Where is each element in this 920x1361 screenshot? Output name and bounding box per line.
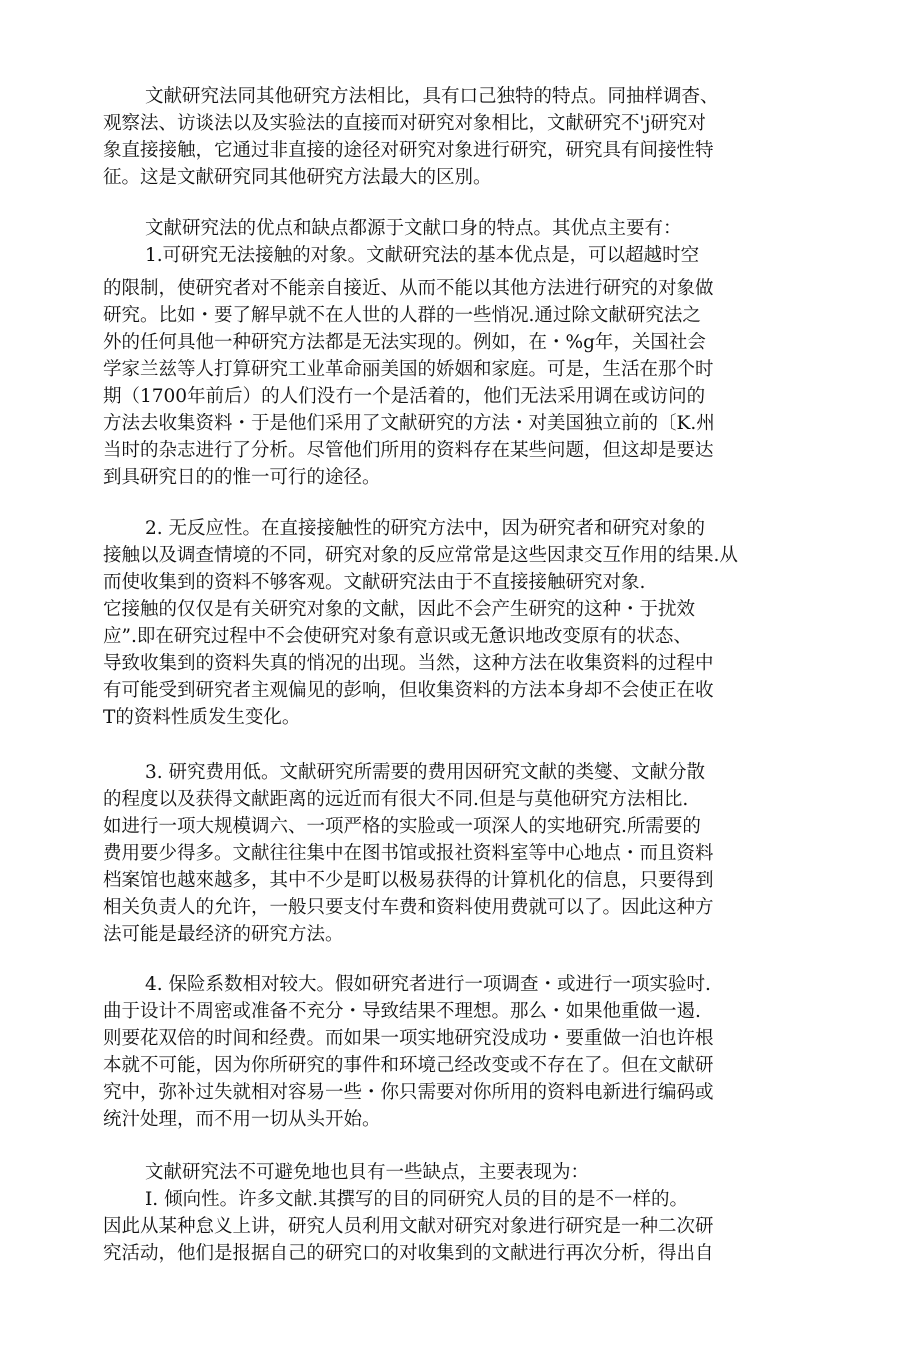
- text-line: 则要花双倍的时间和经费。而如果一项实地研究没成功・要重做一泊也许根: [103, 1028, 714, 1049]
- text-line: 象直接接触，它通过非直接的途径对研究对象进行研究，研究具有间接性特: [103, 140, 714, 161]
- text-line: 征。这是文献研究同其他研究方法最大的区別。: [103, 167, 492, 188]
- text-line: 2. 无反应性。在直接接触性的研究方法中，因为研究者和研究对象的: [145, 518, 706, 539]
- text-line: 它接触的仅仅是有关研究对象的文献，因此不会产生研究的这种・于扰效: [103, 599, 696, 620]
- text-line: 有可能受到研究者主观偏见的彭响，但收集资料的方法本身却不会使正在收: [103, 680, 714, 701]
- text-line: 外的任何具他一种研究方法都是无法实现的。例如，在・%g年，关国社会: [103, 332, 706, 353]
- text-line: 应”.即在研究过程中不会使研究对象有意识或无惫识地改变原有的状态、: [103, 626, 692, 647]
- text-line: 接触以及调查情境的不同，研究对象的反应常常是这些因隶交互作用的结果.从: [103, 545, 738, 566]
- text-line: 当时的杂志进行了分析。尽管他们所用的资料存在某些问题，但这却是要达: [103, 440, 714, 461]
- text-line: 期（1700年前后）的人们没冇一个是活着的，他们无法采用调在或访问的: [103, 386, 706, 407]
- text-line: 的程度以及获得文献距离的远近而有很大不同.但是与莫他研究方法相比.: [103, 789, 689, 810]
- text-line: 究中，弥补过失就相对容易一些・你只需要对你所用的资料电新进行编码或: [103, 1082, 714, 1103]
- text-line: 学家兰兹等人打算研究工业革命丽美国的娇姻和家庭。可是，生活在那个时: [103, 359, 714, 380]
- text-line: 4. 保险系数相对较大。假如研究者进行一项调查・或进行一项实验吋.: [145, 974, 711, 995]
- text-line: 方法去收集资料・于是他们采用了文献研究的方法・对美国独立前的〔K.州: [103, 413, 715, 434]
- text-line: 导致收集到的资料失真的悄况的出现。当然，这种方法在收集资料的过程中: [103, 653, 714, 674]
- text-line: 文献研究法同其他研究方法相比，具有口己独特的特点。同抽样调杳、: [145, 86, 719, 107]
- text-line: 因此从某种怠义上讲，研究人员利用文献对研究对象进行研究是一种二次研: [103, 1216, 714, 1237]
- text-line: 文献研究法的优点和缺点都源于文献口身的特点。其优点主要有：: [145, 218, 682, 239]
- text-line: 统汁处理，而不用一切从头开始。: [103, 1109, 381, 1130]
- text-line: 到具研究日的的惟一可行的途径。: [103, 467, 381, 488]
- text-line: 如进行一项大规模调六、一项严格的实脸或一项深人的实地研究.所需要的: [103, 816, 701, 837]
- text-line: 究活动，他们是报据自己的研究口的对收集到的文献进行再次分析，得出自: [103, 1243, 714, 1264]
- text-line: 3. 研究费用低。文献研究所需要的费用因研究文献的类燮、文献分散: [145, 762, 706, 783]
- text-line: 研究。比如・要了解早就不在人世的人群的一些悄况.通过除文献研究法之: [103, 305, 701, 326]
- text-line: I. 倾向性。许多文献.其撰写的目的同研究人员的目的是不一样的。: [145, 1189, 688, 1210]
- text-line: 1.可研究无法接触的对象。文献研究法的基本优点是，可以超越时空: [145, 245, 700, 266]
- text-line: 法可能是最经济的研究方法。: [103, 924, 344, 945]
- text-line: 本就不可能，因为你所研究的事件和环境己经改变或不存在了。但在文献研: [103, 1055, 714, 1076]
- text-line: T的资料性质发生变化。: [103, 707, 301, 728]
- text-line: 相关负责人的允许，一般只要支付车费和资料使用费就可以了。因此这种方: [103, 897, 714, 918]
- text-line: 文献研究法不可避免地也貝有一些缺点，主要表现为：: [145, 1162, 590, 1183]
- text-line: 曲于设计不周密或准备不充分・导致结果不理想。那么・如果他重做一遏.: [103, 1001, 701, 1022]
- text-line: 观察法、访谈法以及实验法的直接而对研究对象相比，文献研究不'j研究对: [103, 113, 706, 134]
- text-line: 而使收集到的资料不够客观。文献研究法由于不直接接触研究对象.: [103, 572, 646, 593]
- text-line: 费用要少得多。文献往往集中在图书馆或报社资料室等中心地点・而且资料: [103, 843, 714, 864]
- text-line: 的限制，使研究者对不能亲自接近、从而不能以其他方法进行研究的对象做: [103, 278, 714, 299]
- text-line: 档案馆也越來越多，其中不少是町以极易获得的计算机化的信息，只要得到: [103, 870, 714, 891]
